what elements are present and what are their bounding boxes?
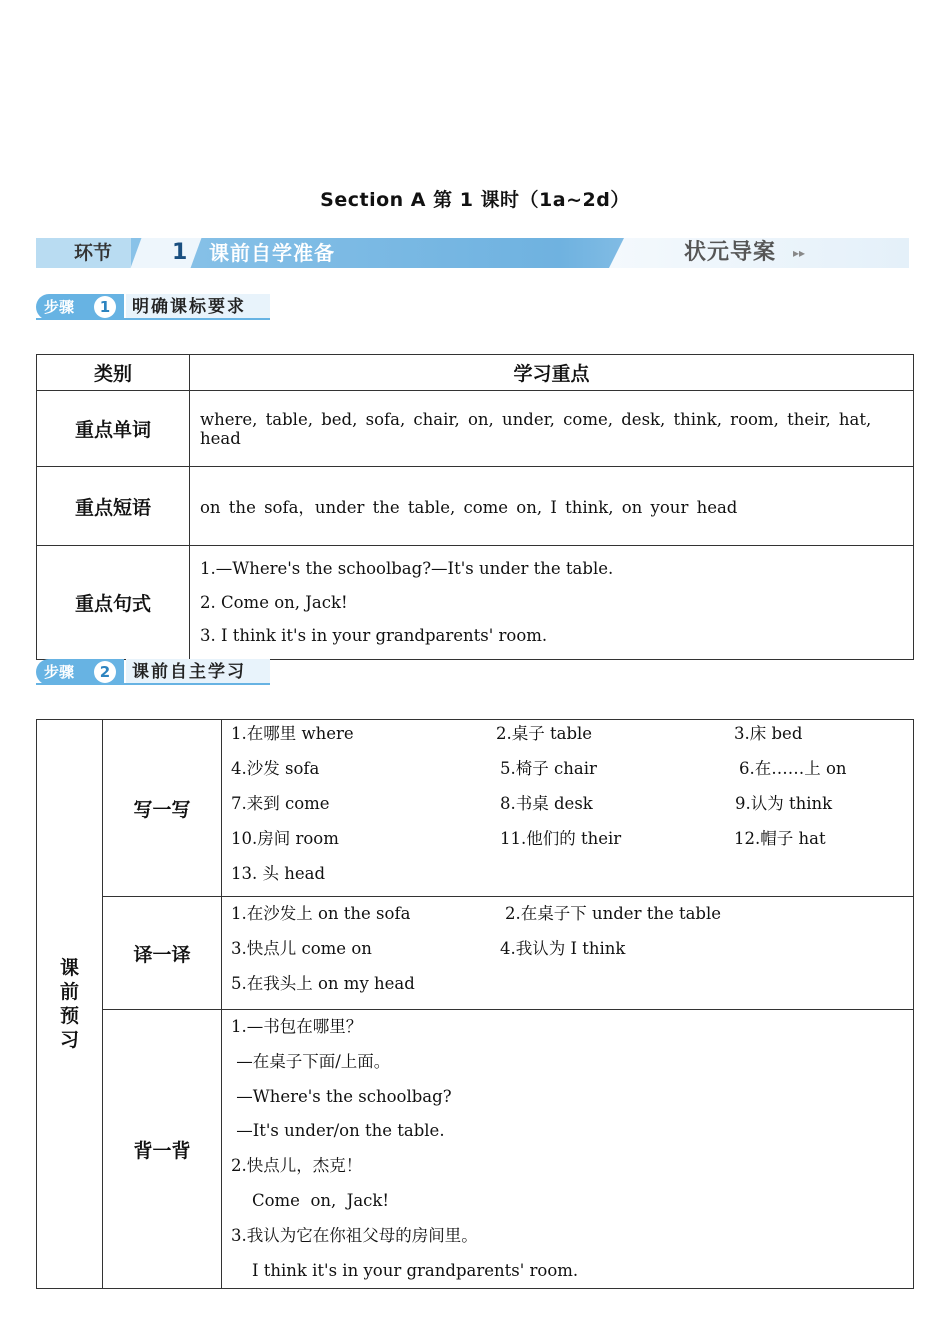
banner-label: 课前自学准备: [209, 241, 335, 265]
recite-line: —It's under/on the table.: [231, 1121, 445, 1141]
step-1-label: [36, 294, 270, 320]
recite-line: 1.—书包在哪里？: [231, 1017, 363, 1036]
write-grid: [222, 720, 914, 897]
recite-line: —Where's the schoolbag?: [231, 1086, 452, 1106]
banner-number-bg: [131, 238, 202, 268]
step-title: 课前自主学习: [126, 659, 270, 685]
step-prefix: 步骤: [36, 294, 124, 320]
recite-line: Come on, Jack!: [231, 1190, 390, 1210]
header-focus: 学习重点: [190, 355, 914, 391]
step-2-label: [36, 659, 270, 685]
section-banner: [36, 238, 909, 268]
table-row: [37, 467, 914, 546]
recite-list: [222, 1010, 914, 1289]
banner-tab: 环节: [36, 238, 131, 268]
list-item: 4.沙发 sofa 5.椅子 chair 6.在……上 on: [231, 759, 847, 778]
list-item: 13. 头 head: [231, 864, 326, 883]
step-underline: [36, 683, 270, 685]
double-arrow-icon: ▸▸: [793, 246, 806, 260]
sentence-line: 3. I think it's in your grandparents' room.: [200, 626, 548, 646]
list-item: 3.快点儿 come on 4.我认为 I think: [231, 938, 626, 958]
page-title: Section A 第 1 课时（1a~2d）: [320, 189, 630, 211]
recite-line: —在桌子下面/上面。: [231, 1051, 391, 1071]
step-prefix: 步骤: [36, 659, 124, 685]
table-row: [37, 391, 914, 467]
recite-line: 3.我认为它在你祖父母的房间里。: [231, 1225, 478, 1245]
sentence-list: [190, 546, 914, 660]
sentence-line: 1.—Where's the schoolbag?—It's under the table.: [200, 559, 614, 579]
header-category: 类别: [37, 355, 190, 391]
row-content: on the sofa，under the table, come on, I think, on your head: [190, 467, 914, 546]
recite-line: I think it's in your grandparents' room.: [231, 1260, 579, 1280]
step-underline: [36, 318, 270, 320]
banner-brand: 状元导案: [684, 240, 777, 265]
step-number: 1: [94, 296, 116, 318]
list-item: 10.房间 room 11.他们的 their 12.帽子 hat: [231, 829, 826, 848]
row-category: 重点单词: [37, 391, 190, 467]
preview-table: [36, 719, 914, 1289]
table-row: [37, 546, 914, 660]
step-title: 明确课标要求: [126, 294, 270, 320]
translate-category: 译一译: [103, 897, 222, 1010]
row-content: where, table, bed, sofa, chair, on, under, come, desk, think, room, their, hat, head: [190, 391, 914, 467]
recite-line: 2.快点儿，杰克！: [231, 1156, 363, 1176]
recite-category: 背一背: [103, 1010, 222, 1289]
write-category: 写一写: [103, 720, 222, 897]
list-item: 7.来到 come 8.书桌 desk 9.认为 think: [231, 794, 833, 813]
list-item: 5.在我头上 on my head: [231, 973, 415, 993]
side-label: 课 前 预 习: [37, 720, 103, 1289]
goals-table: [36, 354, 914, 660]
sentence-line: 2. Come on, Jack!: [200, 592, 348, 612]
step-number: 2: [94, 661, 116, 683]
list-item: 1.在哪里 where 2.桌子 table 3.床 bed: [231, 724, 803, 743]
banner-number: 1: [172, 240, 188, 265]
row-category: 重点短语: [37, 467, 190, 546]
row-category: 重点句式: [37, 546, 190, 660]
list-item: 1.在沙发上 on the sofa 2.在桌子下 under the table: [231, 903, 722, 923]
translate-grid: [222, 897, 914, 1010]
